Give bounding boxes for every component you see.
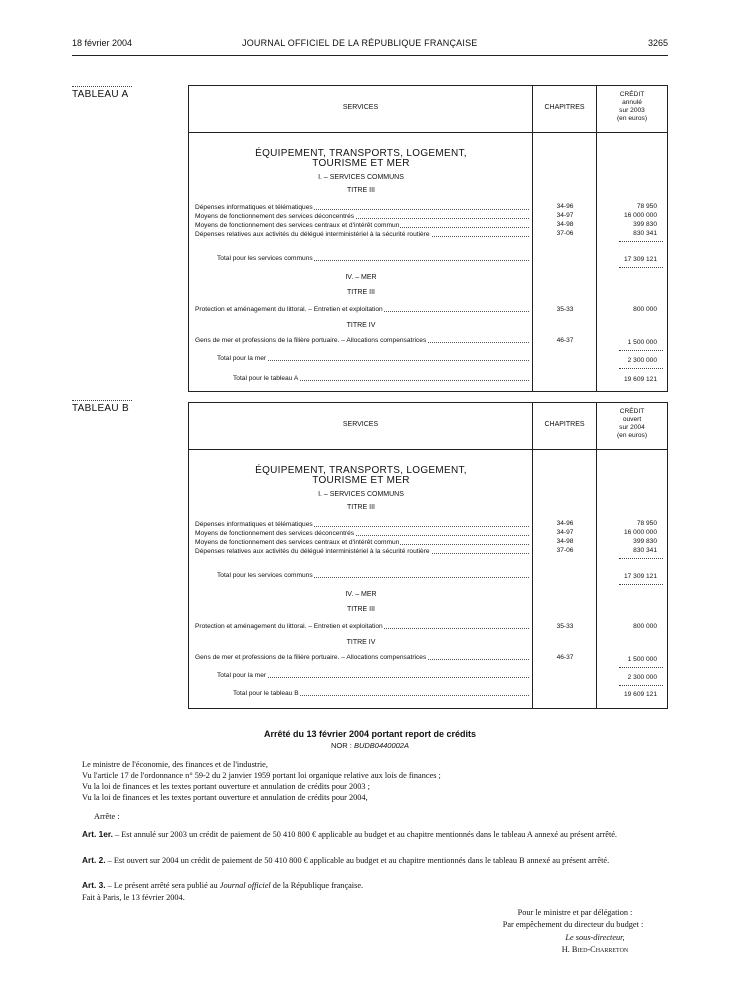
section-mer: IV. – MER bbox=[345, 591, 377, 598]
total-value: 17 309 121 bbox=[623, 256, 657, 263]
section-services-communs: I. – SERVICES COMMUNS bbox=[318, 174, 404, 181]
arrete-section bbox=[72, 0, 668, 990]
col-chapitres-header: CHAPITRES bbox=[544, 421, 585, 428]
titre-iii-heading: TITRE III bbox=[347, 187, 375, 194]
nor-reference: NOR : BUDB0440002A bbox=[331, 741, 409, 750]
titre-iii-heading: TITRE III bbox=[347, 504, 375, 511]
table-row: Moyens de fonctionnement des services centraux et d'intérêt commun bbox=[195, 538, 529, 547]
table-row: Dépenses informatiques et télématiques bbox=[195, 203, 529, 212]
chapitre-value: 34-98 bbox=[556, 221, 574, 228]
total-value: 17 309 121 bbox=[623, 573, 657, 580]
intro-line: Vu la loi de finances et les textes portant ouverture et annulation de crédits pour 2004, bbox=[82, 793, 368, 802]
intro-line: Le ministre de l'économie, des finances et de l'industrie, bbox=[82, 760, 268, 769]
amount-value: 1 500 000 bbox=[627, 339, 657, 346]
col-credit-header: CRÉDIT annulé sur 2003 (en euros) bbox=[616, 91, 648, 122]
table-row: Protection et aménagement du littoral. – Entretien et exploitation bbox=[195, 622, 529, 631]
table-row: Protection et aménagement du littoral. – Entretien et exploitation bbox=[195, 305, 529, 314]
amount-value: 1 500 000 bbox=[627, 656, 657, 663]
chapitre-value: 37-06 bbox=[556, 230, 574, 237]
amount-value: 399 830 bbox=[633, 221, 657, 228]
arrete-title: Arrêté du 13 février 2004 portant report de crédits bbox=[263, 729, 477, 739]
total-row: Total pour le tableau B bbox=[233, 689, 529, 698]
chapitre-value: 37-06 bbox=[556, 547, 574, 554]
arrete-word: Arrête : bbox=[94, 812, 120, 821]
chapitre-value: 46-37 bbox=[556, 337, 574, 344]
intro-line: Vu l'article 17 de l'ordonnance n° 59-2 du 2 janvier 1959 portant loi organique relative aux lois de finances ; bbox=[82, 771, 441, 780]
chapitre-value: 34-98 bbox=[556, 538, 574, 545]
table-row: Gens de mer et professions de la filière portuaire. – Allocations compensatrices bbox=[195, 653, 529, 662]
chapitre-value: 46-37 bbox=[556, 654, 574, 661]
amount-value: 399 830 bbox=[633, 538, 657, 545]
total-value: 2 300 000 bbox=[627, 357, 657, 364]
ministry-title: ÉQUIPEMENT, TRANSPORTS, LOGEMENT, TOURISME ET MER bbox=[255, 465, 467, 486]
col-credit-header: CRÉDIT ouvert sur 2004 (en euros) bbox=[616, 408, 648, 439]
chapitre-value: 34-97 bbox=[556, 212, 574, 219]
total-value: 19 609 121 bbox=[623, 691, 657, 698]
amount-value: 16 000 000 bbox=[623, 529, 657, 536]
titre-iv-heading: TITRE IV bbox=[346, 639, 376, 646]
ministry-title: ÉQUIPEMENT, TRANSPORTS, LOGEMENT, TOURISME ET MER bbox=[255, 148, 467, 169]
section-mer: IV. – MER bbox=[345, 274, 377, 281]
table-row: Gens de mer et professions de la filière portuaire. – Allocations compensatrices bbox=[195, 336, 529, 345]
journal-title: JOURNAL OFFICIEL DE LA RÉPUBLIQUE FRANÇAISE bbox=[242, 38, 478, 48]
total-value: 19 609 121 bbox=[623, 376, 657, 383]
signatory-name: H. Bied-Charreton bbox=[561, 945, 629, 954]
total-row: Total pour le tableau A bbox=[233, 374, 529, 383]
amount-value: 800 000 bbox=[633, 306, 657, 313]
col-services-header: SERVICES bbox=[342, 421, 379, 428]
col-chapitres-header: CHAPITRES bbox=[544, 104, 585, 111]
chapitre-value: 35-33 bbox=[556, 306, 574, 313]
total-row: Total pour la mer bbox=[217, 354, 529, 363]
intro-line: Vu la loi de finances et les textes portant ouverture et annulation de crédits pour 2003 ; bbox=[82, 782, 370, 791]
titre-iii-heading: TITRE III bbox=[347, 289, 375, 296]
table-row: Dépenses relatives aux activités du délégué interministériel à la sécurité routière bbox=[195, 230, 529, 239]
publication-date: 18 février 2004 bbox=[72, 38, 133, 48]
article-1: Art. 1er. – Est annulé sur 2003 un crédit de paiement de 50 410 800 € applicable au budget et au chapitre mentionnés dans le tableau A annexé au présent arrêté. bbox=[82, 829, 618, 839]
table-row: Moyens de fonctionnement des services déconcentrés bbox=[195, 212, 529, 221]
total-row: Total pour les services communs bbox=[217, 571, 529, 580]
titre-iii-heading: TITRE III bbox=[347, 606, 375, 613]
chapitre-value: 34-97 bbox=[556, 529, 574, 536]
chapitre-value: 35-33 bbox=[556, 623, 574, 630]
chapitre-value: 34-96 bbox=[556, 520, 574, 527]
table-row: Dépenses relatives aux activités du délégué interministériel à la sécurité routière bbox=[195, 547, 529, 556]
chapitre-value: 34-96 bbox=[556, 203, 574, 210]
signature-line: Pour le ministre et par délégation : bbox=[517, 908, 633, 917]
signature-line: Par empêchement du directeur du budget : bbox=[502, 920, 644, 929]
amount-value: 78 950 bbox=[636, 520, 657, 527]
article-2: Art. 2. – Est ouvert sur 2004 un crédit de paiement de 50 410 800 € applicable au budget et au chapitre mentionnés dans le tableau B annexé au présent arrêté. bbox=[82, 855, 610, 865]
total-value: 2 300 000 bbox=[627, 674, 657, 681]
table-row: Moyens de fonctionnement des services centraux et d'intérêt commun bbox=[195, 221, 529, 230]
amount-value: 16 000 000 bbox=[623, 212, 657, 219]
table-row: Dépenses informatiques et télématiques bbox=[195, 520, 529, 529]
tableau-a-label: TABLEAU A bbox=[72, 89, 129, 100]
amount-value: 830 341 bbox=[633, 230, 657, 237]
amount-value: 800 000 bbox=[633, 623, 657, 630]
titre-iv-heading: TITRE IV bbox=[346, 322, 376, 329]
page-number: 3265 bbox=[647, 38, 668, 48]
col-services-header: SERVICES bbox=[342, 104, 379, 111]
amount-value: 78 950 bbox=[636, 203, 657, 210]
signature-line: Le sous-directeur, bbox=[565, 933, 625, 942]
section-services-communs: I. – SERVICES COMMUNS bbox=[318, 491, 404, 498]
tableau-b-label: TABLEAU B bbox=[72, 403, 129, 414]
table-row: Moyens de fonctionnement des services déconcentrés bbox=[195, 529, 529, 538]
amount-value: 830 341 bbox=[633, 547, 657, 554]
fait-a-paris: Fait à Paris, le 13 février 2004. bbox=[82, 893, 185, 902]
total-row: Total pour les services communs bbox=[217, 254, 529, 263]
article-3: Art. 3. – Le présent arrêté sera publié au Journal officiel de la République française. bbox=[82, 880, 364, 890]
total-row: Total pour la mer bbox=[217, 671, 529, 680]
